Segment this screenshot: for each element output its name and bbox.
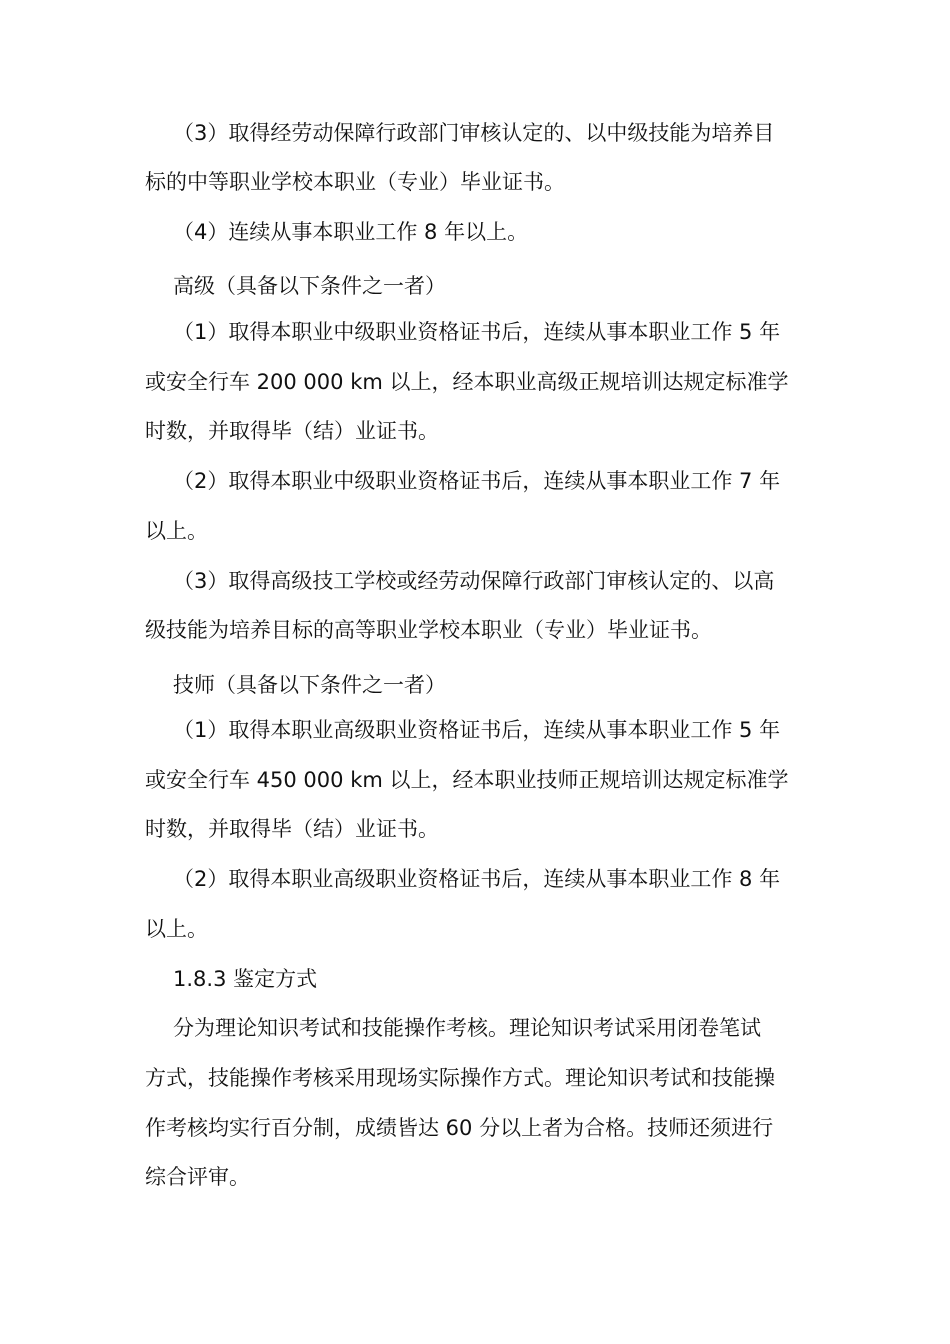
section-heading: 1.8.3 鉴定方式 (173, 967, 318, 991)
paragraph-line: 以上。 (145, 519, 208, 543)
paragraph-line: 时数，并取得毕（结）业证书。 (145, 817, 439, 841)
paragraph-line: 分为理论知识考试和技能操作考核。理论知识考试采用闭卷笔试 (173, 1016, 761, 1040)
paragraph-line: （1）取得本职业高级职业资格证书后，连续从事本职业工作 5 年 (173, 718, 781, 742)
paragraph-line: （3）取得高级技工学校或经劳动保障行政部门审核认定的、以高 (173, 569, 775, 593)
paragraph-line: （3）取得经劳动保障行政部门审核认定的、以中级技能为培养目 (173, 121, 775, 145)
paragraph-line: 综合评审。 (145, 1165, 250, 1189)
section-heading: 高级（具备以下条件之一者） (173, 274, 446, 298)
paragraph-line: 方式，技能操作考核采用现场实际操作方式。理论知识考试和技能操 (145, 1066, 775, 1090)
paragraph-line: 或安全行车 200 000 km 以上，经本职业高级正规培训达规定标准学 (145, 370, 789, 394)
paragraph-line: 或安全行车 450 000 km 以上，经本职业技师正规培训达规定标准学 (145, 768, 789, 792)
section-heading: 技师（具备以下条件之一者） (173, 673, 446, 697)
paragraph-line: 以上。 (145, 917, 208, 941)
paragraph-line: （1）取得本职业中级职业资格证书后，连续从事本职业工作 5 年 (173, 320, 781, 344)
paragraph-line: （2）取得本职业中级职业资格证书后，连续从事本职业工作 7 年 (173, 469, 781, 493)
paragraph-line: （4）连续从事本职业工作 8 年以上。 (173, 220, 529, 244)
paragraph-line: （2）取得本职业高级职业资格证书后，连续从事本职业工作 8 年 (173, 867, 781, 891)
paragraph-line: 级技能为培养目标的高等职业学校本职业（专业）毕业证书。 (145, 618, 712, 642)
paragraph-line: 时数，并取得毕（结）业证书。 (145, 419, 439, 443)
paragraph-line: 作考核均实行百分制，成绩皆达 60 分以上者为合格。技师还须进行 (145, 1116, 774, 1140)
paragraph-line: 标的中等职业学校本职业（专业）毕业证书。 (145, 170, 565, 194)
